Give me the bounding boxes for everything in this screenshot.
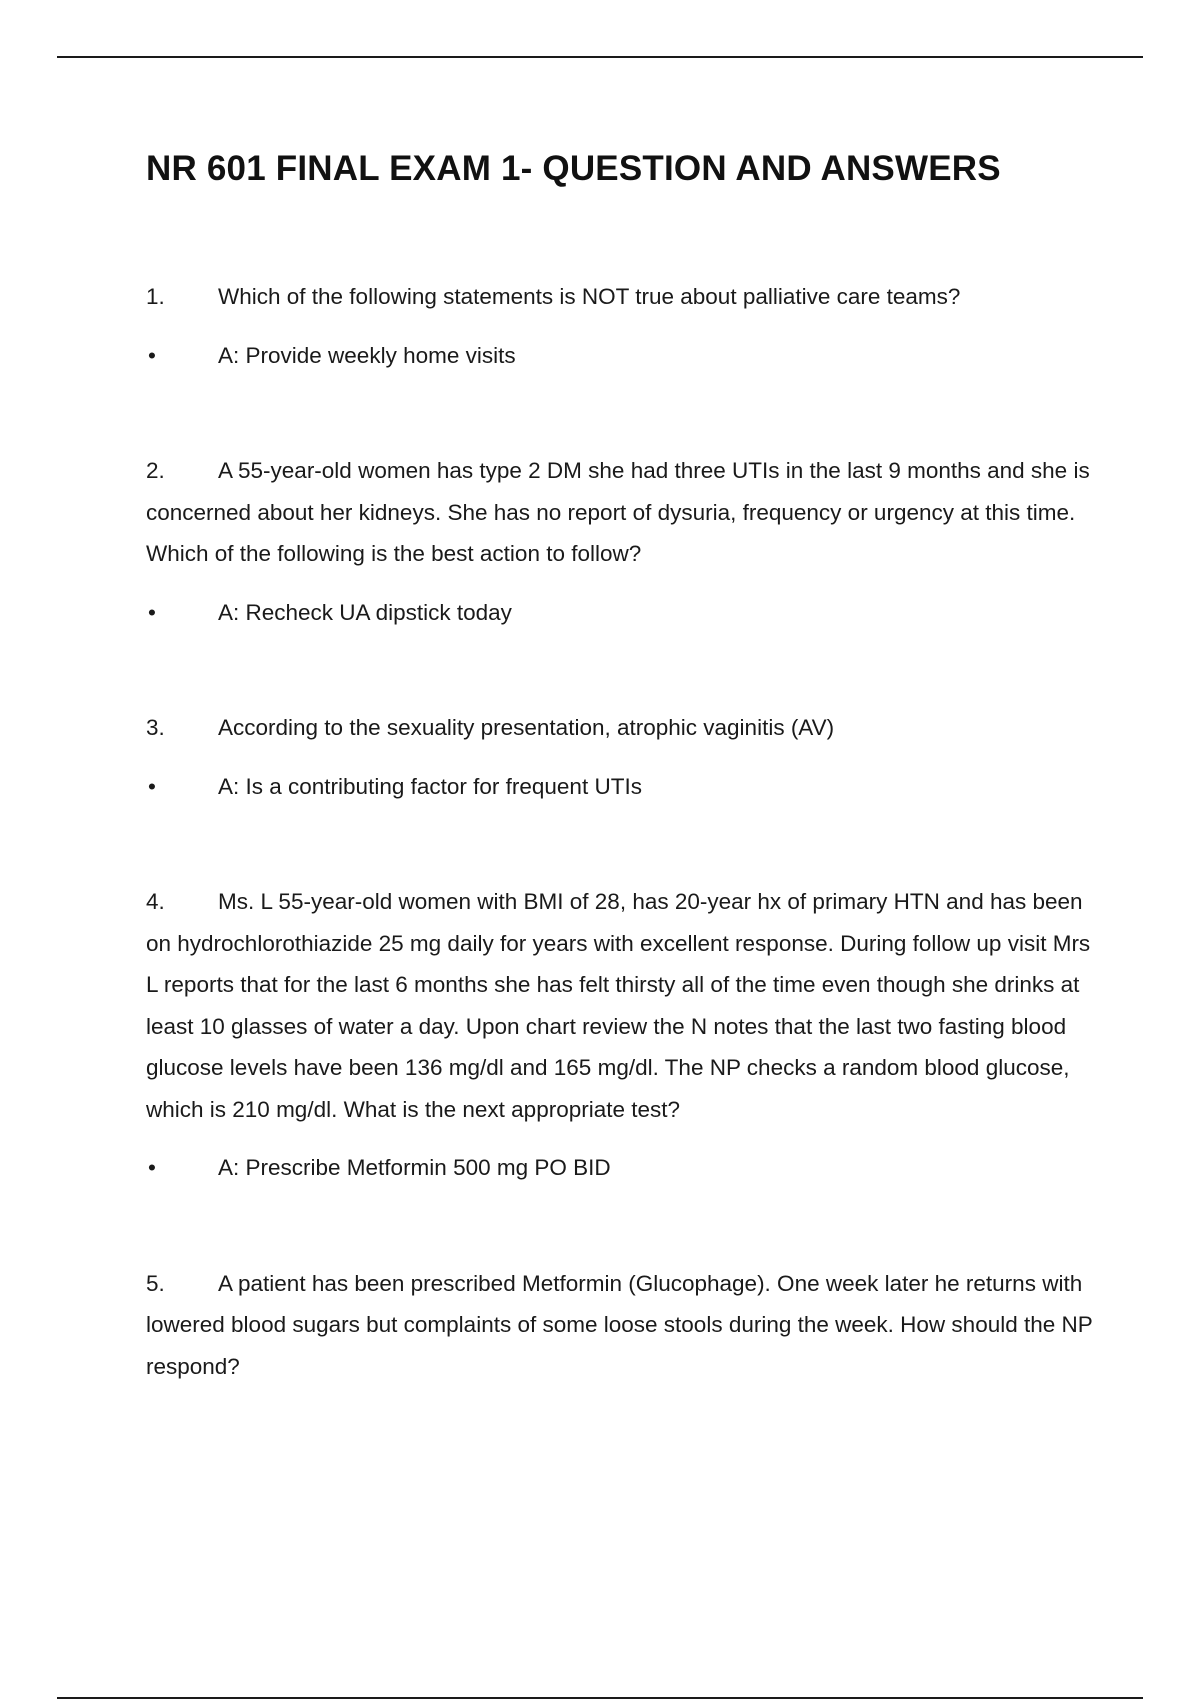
answer-item — [146, 592, 1096, 634]
answer-item — [146, 766, 1096, 808]
question-spacer — [146, 807, 1096, 881]
question-item — [146, 1263, 1096, 1388]
question-item — [146, 881, 1096, 1189]
document-body — [146, 120, 1096, 1387]
answer-item — [146, 335, 1096, 377]
question-text: Which of the following statements is NOT true about palliative care teams? — [218, 284, 961, 309]
answer-text: A: Is a contributing factor for frequent UTIs — [218, 773, 642, 799]
bullet-icon: • — [148, 599, 156, 625]
answer-text: A: Recheck UA dipstick today — [218, 599, 512, 625]
question-text: A 55-year-old women has type 2 DM she had three UTIs in the last 9 months and she is concerned about her kidneys. She has no report of dysuria, frequency or urgency at this time. Which of the following is the best action to follow? — [146, 458, 1090, 566]
question-number: 4. — [146, 889, 165, 914]
question-text: Ms. L 55-year-old women with BMI of 28, has 20-year hx of primary HTN and has been on hydrochlorothiazide 25 mg daily for years with excellent response. During follow up visit Mrs L reports that for the last 6 months she has felt thirsty all of the time even though she drinks at least 10 glasses of water a day. Upon chart review the N notes that the last two fasting blood glucose levels have been 136 mg/dl and 165 mg/dl. The NP checks a random blood glucose, which is 210 mg/dl. What is the next appropriate test? — [146, 889, 1091, 1122]
question-spacer — [146, 633, 1096, 707]
answer-text: A: Provide weekly home visits — [218, 342, 516, 368]
question-list — [146, 276, 1096, 1387]
bottom-rule — [57, 1697, 1143, 1699]
question-item — [146, 276, 1096, 376]
bullet-icon: • — [148, 1155, 156, 1180]
question-number: 1. — [146, 284, 165, 309]
question-item — [146, 707, 1096, 807]
question-number: 2. — [146, 458, 165, 483]
question-number: 5. — [146, 1270, 165, 1296]
question-text: A patient has been prescribed Metformin (Glucophage). One week later he returns with lowered blood sugars but complaints of some loose stools during the week. How should the NP respond? — [146, 1270, 1093, 1379]
bullet-icon: • — [148, 342, 156, 368]
top-rule — [57, 56, 1143, 58]
document-title: NR 601 FINAL EXAM 1- QUESTION AND ANSWERS — [146, 149, 1001, 188]
question-spacer — [146, 1189, 1096, 1263]
answer-item — [146, 1147, 1096, 1189]
question-text: According to the sexuality presentation, atrophic vaginitis (AV) — [218, 715, 835, 740]
answer-text: A: Prescribe Metformin 500 mg PO BID — [218, 1155, 611, 1180]
question-item — [146, 450, 1096, 633]
bullet-icon: • — [148, 773, 156, 799]
question-spacer — [146, 376, 1096, 450]
question-number: 3. — [146, 715, 165, 740]
